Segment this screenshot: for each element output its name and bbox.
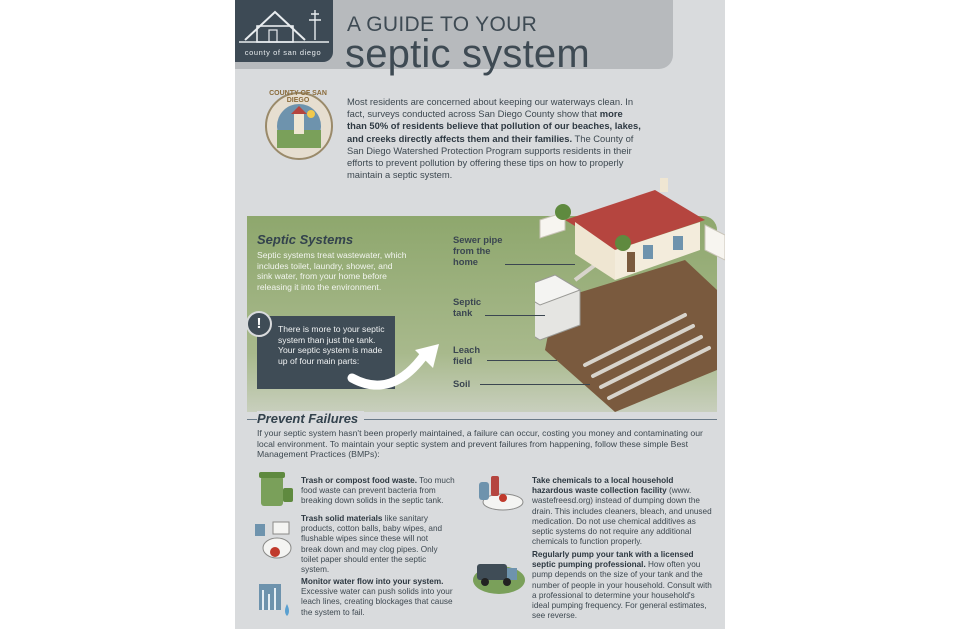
septic-systems-body: Septic systems treat wastewater, which includes toilet, laundry, shower, and sink water, from your home before releasing it into the environment. [257, 250, 407, 292]
part-line-septic-tank [485, 315, 545, 316]
title-small: A GUIDE TO YOUR [347, 13, 538, 36]
tip-chemicals-bold: Take chemicals to a local household hazardous waste collection facility [532, 476, 674, 496]
intro-text-2: The County of San Diego Watershed Protection Program supports residents in their efforts to prevent pollution by offering these tips on how to properly maintain a septic system. [347, 132, 634, 181]
seal-inner [277, 104, 321, 148]
part-label-septic-tank: Septic tank [453, 296, 482, 318]
tip-chemicals [532, 476, 712, 547]
curved-arrow-icon [347, 340, 442, 395]
tip-solid-materials [301, 514, 449, 575]
house-logo-icon [235, 0, 333, 48]
callout-text: There is more to your septic system than just the tank. Your septic system is made up of four main parts: [278, 324, 385, 366]
tip-pumping-text: How often you pump depends on the size of your tank and the number of people in your household. Consult with a professional to determine your household's ideal pumping frequency. For general estimates, see reverse. [532, 560, 712, 621]
compost-bin-icon [255, 468, 295, 510]
tip-solid-materials-bold: Trash solid materials [301, 514, 383, 523]
chemicals-sink-icon [475, 472, 527, 518]
septic-guide-page [235, 0, 725, 629]
tip-food-waste-text: Too much food waste can prevent bacteria from breaking down solids in the septic tank. [301, 476, 455, 506]
tip-food-waste-bold: Trash or compost food waste. [301, 476, 418, 485]
tip-pumping [532, 550, 712, 621]
tip-water-flow-bold: Monitor water flow into your system. [301, 577, 444, 586]
seal-text: COUNTY OF SAN DIEGO [269, 90, 327, 104]
tip-water-flow [301, 577, 453, 618]
part-line-soil [480, 384, 590, 385]
exclamation-icon: ! [246, 311, 272, 337]
page-title: septic system [345, 32, 590, 76]
tip-pumping-bold: Regularly pump your tank with a licensed septic pumping professional. [532, 550, 694, 570]
tip-water-flow-text: Excessive water can push solids into your leach lines, creating blockages that cause the system to fail. [301, 587, 453, 617]
part-label-soil: Soil [453, 378, 471, 389]
tip-solid-materials-text: like sanitary products, cotton balls, baby wipes, and flushable wipes since these will not break down and may clog pipes. Only toilet paper should enter the septic system. [301, 514, 443, 575]
part-line-sewer-pipe [505, 264, 575, 265]
part-line-leach-field [487, 360, 557, 361]
toilet-icon [253, 518, 295, 564]
part-label-leach-field: Leach field [453, 344, 481, 366]
tip-chemicals-text: (www. wastefreesd.org) instead of dumping down the drain. This includes cleaners, bleach, and unused medication. Do not use chemical additives as septic systems do not require any additional chemicals to function properly. [532, 486, 712, 547]
prevent-failures-heading: Prevent Failures [257, 411, 364, 426]
pump-truck-icon [471, 552, 527, 596]
septic-system-illustration [535, 150, 725, 412]
part-label-sewer-pipe: Sewer pipe from the home [453, 234, 503, 267]
septic-systems-heading: Septic Systems [257, 232, 354, 247]
tip-food-waste [301, 476, 461, 507]
water-meter-icon [255, 574, 295, 622]
prevent-failures-intro: If your septic system hasn't been properly maintained, a failure can occur, costing you money and contaminating our local environment. To maintain your septic system and prevent failures from happening, follow these simple Best Management Practices (BMPs): [257, 428, 703, 460]
intro-text-bold: more than 50% of residents believe that pollution of our beaches, lakes, and creeks directly affects them and their families. [347, 108, 641, 144]
intro-text-1: Most residents are concerned about keeping our waterways clean. In fact, surveys conducted across San Diego County show that [347, 96, 634, 120]
logo-text: county of san diego [244, 48, 322, 57]
